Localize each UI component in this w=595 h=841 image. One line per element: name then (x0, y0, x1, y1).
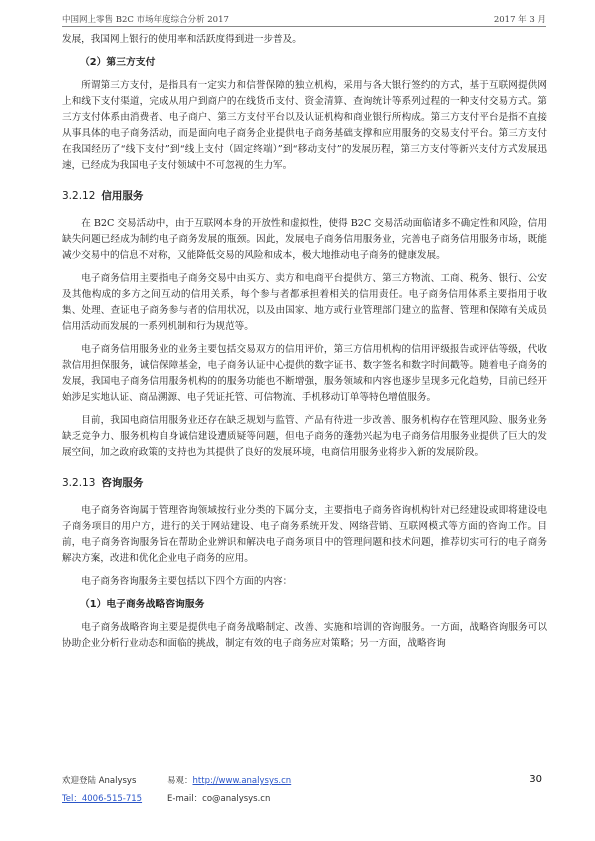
paragraph-credit-3: 电子商务信用服务业的业务主要包括交易双方的信用评价，第三方信用机构的信用评级报告或评估等级，代收款信用担保服务，诚信保障基金，电子商务认证中心提供的数字证书、数字签名和数字时间戳等。随着电子商务的发展，我国电子商务信用服务机构的的服务功能也不断增强，服务领域和内容也逐步呈现多元化趋势，目前已经开始涉足实地认证、商品溯源、电子凭证托管、可信物流、手机移动订单等特色增值服务。 (62, 344, 547, 403)
paragraph-credit-2: 电子商务信用主要指电子商务交易中由买方、卖方和电商平台提供方、第三方物流、工商、税务、银行、公安及其他构成的多方之间互动的信用关系，每个参与者都承担着相关的信用责任。电子商务信用体系主要指用于收集、处理、查证电子商务参与者的信用状况，以及由国家、地方或行业管理部门建立的监督、管理和保障有关成员信用活动而发展的一系列机制和行为规范等。 (62, 273, 547, 332)
section-number: 3.2.13 (62, 477, 96, 489)
footer-email: E-mail：co@analysys.cn (167, 794, 271, 804)
subheading-third-party-payment: （2）第三方支付 (80, 57, 156, 68)
paragraph-third-party-payment: 所谓第三方支付，是指具有一定实力和信誉保障的独立机构，采用与各大银行签约的方式，基于互联网提供网上和线下支付渠道，完成从用户到商户的在线货币支付、资金清算、查询统计等系列过程的一种支付交易方式。第三方支付体系由消费者、电子商户、第三方支付平台以及认证机构和商业银行所构成。第三方支付平台是指不直接从事具体的电子商务活动，而是面向电子商务企业提供电子商务基础支撑和应用服务的交易支付平台。第三方支付在我国经历了“线下支付”到“线上支付（固定终端）”到“移动支付”的发展历程，第三方支付等新兴支付方式发展迅速，已经成为我国电子支付领域中不可忽视的生力军。 (62, 80, 547, 171)
page-footer (62, 774, 546, 814)
header-date: 2017 年 3 月 (493, 15, 546, 25)
page-number: 30 (529, 774, 542, 785)
section-title: 咨询服务 (101, 477, 144, 489)
paragraph-strategy-consulting: 电子商务战略咨询主要是提供电子商务战略制定、改善、实施和培训的咨询服务。一方面，战略咨询服务可以协助企业分析行业动态和面临的挑战，制定有效的电子商务应对策略；另一方面，战略咨询 (62, 622, 547, 649)
paragraph-online-banking-cont: 发展，我国网上银行的使用率和活跃度得到进一步普及。 (62, 34, 302, 45)
header-report-title: 中国网上零售 B2C 市场年度综合分析 2017 (62, 15, 229, 25)
section-title: 信用服务 (101, 190, 144, 202)
footer-website-label: 易观： (167, 776, 193, 786)
page-content (62, 32, 547, 659)
section-number: 3.2.12 (62, 190, 96, 202)
footer-tel-link[interactable]: Tel：4006-515-715 (62, 794, 143, 804)
subheading-strategy-consulting: （1）电子商务战略咨询服务 (80, 599, 205, 610)
paragraph-consulting-1: 电子商务咨询属于管理咨询领域按行业分类的下属分支，主要指电子商务咨询机构针对已经建设或即将建设电子商务项目的用户方，进行的关于网站建设、电子商务系统开发、网络营销、互联网模式等方面的咨询工作。目前，电子商务咨询服务旨在帮助企业辨识和解决电子商务项目中的管理问题和技术问题，推荐切实可行的电子商务解决方案，改进和优化企业电子商务的应用。 (62, 505, 547, 564)
footer-website (167, 774, 291, 786)
footer-website-link[interactable]: http://www.analysys.cn (192, 776, 292, 786)
paragraph-consulting-2: 电子商务咨询服务主要包括以下四个方面的内容： (81, 576, 293, 587)
page-header (62, 10, 546, 27)
paragraph-credit-1: 在 B2C 交易活动中，由于互联网本身的开放性和虚拟性，使得 B2C 交易活动面临诸多不确定性和风险，信用缺失问题已经成为制约电子商务发展的瓶颈。因此，发展电子商务信用服务业，完善电子商务信用服务市场，既能减少交易中的信息不对称，又能降低交易的风险和成本，极大地推动电子商务的健康发展。 (62, 218, 547, 261)
footer-welcome: 欢迎登陆 Analysys (62, 776, 137, 786)
section-heading-consulting-service (62, 475, 547, 491)
section-heading-credit-service (62, 188, 547, 204)
paragraph-credit-4: 目前，我国电商信用服务业还存在缺乏规划与监管、产品有待进一步改善、服务机构存在管理风险、服务业务缺乏竞争力、服务机构自身诚信建设遭质疑等问题，但电子商务的蓬勃兴起为电子商务信用服务业提供了巨大的发展空间，加之政府政策的支持也为其提供了良好的发展环境，电商信用服务业将步入新的发展阶段。 (62, 415, 547, 458)
